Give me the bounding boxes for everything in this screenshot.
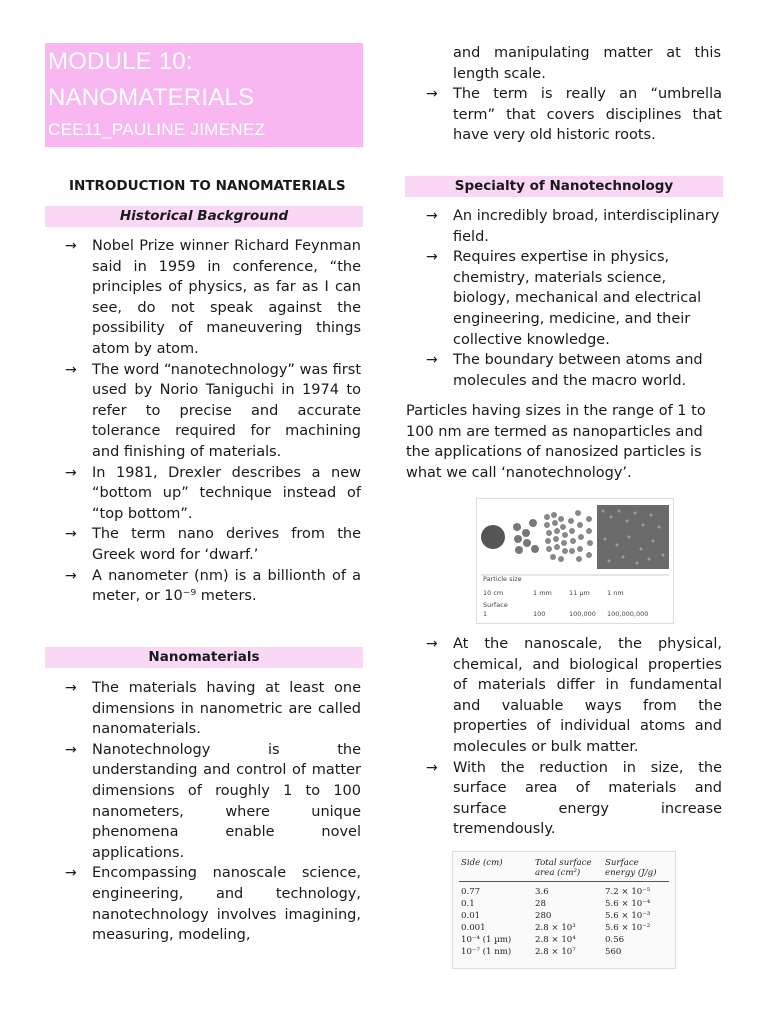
list-item: → Encompassing nanoscale science, engineering, and technology, nanotechnology involves imagining, measuring, modeling, <box>65 865 361 944</box>
intro-heading: INTRODUCTION TO NANOMATERIALS <box>69 178 346 194</box>
author-line: CEE11_PAULINE JIMENEZ <box>48 120 266 139</box>
surface-value: 100 <box>533 610 546 618</box>
list-item: → At the nanoscale, the physical, chemical, and biological properties of materials differ in fundamental and valuable ways from the properties of individual atoms and molecules or bulk matter. <box>426 636 722 755</box>
arrow-icon: → <box>426 759 438 776</box>
table-cell: 28 <box>535 899 546 909</box>
list-item: → A nanometer (nm) is a billionth of a meter, or 10⁻⁹ meters. <box>65 567 361 605</box>
table-cell: 280 <box>535 911 552 921</box>
list-item: → Nanotechnology is the understanding and control of matter dimensions of roughly 1 to 100 nanometers, where unique phenomena enable novel applications. <box>65 741 361 861</box>
arrow-icon: → <box>65 680 77 696</box>
historical-list <box>45 236 361 607</box>
table-cell: 0.1 <box>461 899 475 909</box>
size-value: 1 mm <box>533 589 552 597</box>
list-item: → Requires expertise in physics, chemistry, materials science, biology, mechanical and electrical engineering, medicine, and their collective knowledge. <box>426 249 702 348</box>
surface-label: Surface <box>483 601 508 609</box>
arrow-icon: → <box>65 238 77 254</box>
list-item: → In 1981, Drexler describes a new “bottom up” technique instead of “top bottom”. <box>65 464 361 522</box>
arrow-icon: → <box>426 86 438 102</box>
arrow-icon: → <box>65 865 77 882</box>
table-cell: 7.2 × 10⁻⁵ <box>605 887 651 897</box>
large-particle <box>481 525 505 549</box>
surface-value: 1 <box>483 610 488 618</box>
table-header: Side (cm) <box>461 858 503 868</box>
arrow-icon: → <box>65 361 77 378</box>
size-value: 11 µm <box>569 589 590 597</box>
medium-particles <box>513 519 539 554</box>
small-particles <box>544 510 593 562</box>
list-item: → With the reduction in size, the surface area of materials and surface energy increase tremendously. <box>426 759 722 838</box>
table-header: Surface energy (J/g) <box>605 858 657 878</box>
particle-size-figure <box>476 498 674 624</box>
list-item: → The materials having at least one dimensions in nanometric are called nanomaterials. <box>65 680 361 738</box>
table-cell: 10⁻⁴ (1 µm) <box>461 935 512 945</box>
table-cell: 2.8 × 10⁴ <box>535 935 576 945</box>
arrow-icon: → <box>426 249 438 266</box>
table-rule <box>459 881 669 882</box>
surface-value: 100,000,000 <box>607 610 649 618</box>
surface-energy-table <box>452 851 676 969</box>
table-cell: 5.6 × 10⁻⁴ <box>605 899 651 909</box>
list-item: → The boundary between atoms and molecules and the macro world. <box>426 352 703 389</box>
table-header: Total surface area (cm²) <box>535 858 592 878</box>
particles-paragraph: Particles having sizes in the range of 1 to 100 nm are termed as nanoparticles and the applications of nanosized particles is what we call ‘nanotechnology’. <box>406 403 706 481</box>
module-title: MODULE 10: <box>48 48 193 75</box>
historical-heading: Historical Background <box>45 206 363 227</box>
list-item: → The word “nanotechnology” was first used by Norio Taniguchi in 1974 to refer to precise and accurate tolerance required for machining and finishing of materials. <box>65 361 361 460</box>
continuation-text: and manipulating matter at this length scale. <box>453 45 721 82</box>
arrow-icon: → <box>65 464 77 481</box>
arrow-icon: → <box>65 526 77 543</box>
table-cell: 3.6 <box>535 887 549 897</box>
arrow-icon: → <box>65 741 77 758</box>
module-subject: NANOMATERIALS <box>48 84 255 111</box>
nanomaterials-list <box>45 678 361 946</box>
table-cell: 0.001 <box>461 923 486 933</box>
table-cell: 5.6 × 10⁻² <box>605 923 651 933</box>
specialty-list <box>406 206 722 391</box>
arrow-icon: → <box>65 567 77 584</box>
particle-size-label: Particle size <box>483 575 522 583</box>
umbrella-list <box>406 84 722 146</box>
table-cell: 0.01 <box>461 911 481 921</box>
table-cell: 0.56 <box>605 935 625 945</box>
table-cell: 2.8 × 10³ <box>535 923 576 933</box>
table-cell: 560 <box>605 947 622 957</box>
list-item: → The term nano derives from the Greek word for ‘dwarf.’ <box>65 526 361 563</box>
nanoscale-list <box>406 634 722 840</box>
table-cell: 10⁻⁷ (1 nm) <box>461 947 512 957</box>
specialty-heading: Specialty of Nanotechnology <box>405 176 723 197</box>
surface-value: 100,000 <box>569 610 596 618</box>
table-cell: 2.8 × 10⁷ <box>535 947 576 957</box>
size-value: 10 cm <box>483 589 504 597</box>
nanomaterials-heading: Nanomaterials <box>45 647 363 668</box>
arrow-icon: → <box>426 636 438 652</box>
list-item: → Nobel Prize winner Richard Feynman said in 1959 in conference, “the principles of physics, as far as I can see, do not speak against the possibility of maneuvering things atom by atom. <box>65 238 361 357</box>
list-item: → An incredibly broad, interdisciplinary field. <box>426 208 720 245</box>
arrow-icon: → <box>426 208 438 224</box>
size-value: 1 nm <box>607 589 624 597</box>
dense-particle-block <box>597 505 669 569</box>
list-item: → The term is really an “umbrella term” that covers disciplines that have very old historic roots. <box>426 86 722 144</box>
table-cell: 0.77 <box>461 887 481 897</box>
table-cell: 5.6 × 10⁻³ <box>605 911 651 921</box>
arrow-icon: → <box>426 352 438 369</box>
